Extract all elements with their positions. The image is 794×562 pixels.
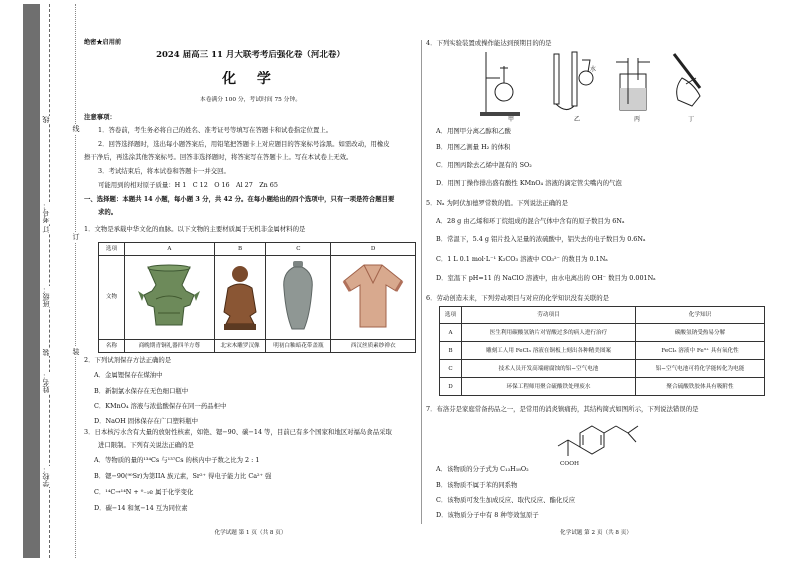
question-3-option: C．¹⁴C→¹⁴N + ⁰₋₁e 属于化学变化 (94, 488, 194, 496)
question-3-option: A．等物质的量的¹³⁴Cs 与¹³⁷Cs 的核内中子数之比为 2 : 1 (94, 456, 260, 464)
table-cell: 选项 (99, 243, 125, 256)
artifact-silk-robe-image (331, 256, 416, 340)
class-field: 班级： (42, 286, 62, 307)
table-row (440, 324, 765, 342)
section-heading-cont: 求的。 (98, 208, 118, 216)
artifact-white-vase-image (266, 256, 331, 340)
question-1-stem: 1．文物是承载中华文化的血脉。以下文物的主要材质属于无机非金属材料的是 (84, 225, 306, 233)
question-6-stem: 6．劳动创造未来，下列劳动项目与对应的化学知识没有关联的是 (426, 294, 610, 302)
apparatus-yi-icon (554, 52, 593, 110)
apparatus-label: 丁 (688, 116, 695, 123)
table-cell: 医生利用碳酸氢钠片对胃酸过多的病人进行治疗 (462, 324, 636, 342)
table-row (440, 360, 765, 378)
table-cell: 西汉丝质素纱禅衣 (331, 340, 416, 353)
question-5-option: A．28 g 由乙烯和环丁烷组成的混合气体中含有的原子数目为 6Nₐ (436, 217, 625, 225)
table-cell: A (440, 324, 462, 342)
binding-label-order: 订 (42, 226, 62, 233)
question-2-option: D．NaOH 固体保存在广口塑料瓶中 (94, 417, 199, 425)
question-7-option: A．该物质的分子式为 C₁₃H₁₈O₂ (436, 465, 529, 473)
table-cell: 聚合硫酸铁胶体具有吸附性 (636, 378, 765, 396)
atomic-masses: 可能用到的相对原子质量：H 1 C 12 O 16 Al 27 Zn 65 (98, 181, 278, 189)
table-cell: 铝−空气电池可将化学能转化为电能 (636, 360, 765, 378)
table-cell: 明初白釉暗花带盖瓶 (266, 340, 331, 353)
table-cell: 环保工程师用聚合硫酸铁处理废水 (462, 378, 636, 396)
question-4-option: C．用图丙除去乙烯中混有的 SO₂ (436, 161, 532, 169)
question-5-option: C．1 L 0.1 mol·L⁻¹ K₂CO₃ 溶液中 CO₃²⁻ 的数目为 0.1Nₐ (436, 255, 608, 263)
question-2-option: C．KMnO₄ 溶液与浓盐酸保存在同一药品柜中 (94, 402, 227, 410)
table-cell: 碳酸氢钠受热易分解 (636, 324, 765, 342)
binding-line (40, 4, 64, 558)
apparatus-ding-icon (674, 54, 700, 106)
subject-title: 化 学 (222, 71, 279, 87)
water-label: 水 (590, 66, 597, 73)
table-cell: 雕刻工人用 FeCl₃ 溶液在铜板上刻出各种精美图案 (462, 342, 636, 360)
binding-strip (23, 4, 40, 558)
question-4-option: B．用图乙測量 H₂ 的体积 (436, 143, 511, 151)
school-field: 学校： (42, 466, 62, 487)
note-item: 1．答卷前，考生务必将自己的姓名、准考证号等填写在答题卡和试卷指定位置上。 (98, 126, 333, 134)
exam-info: 本卷满分 100 分，考试时间 75 分钟。 (199, 97, 302, 103)
question-3-option: D．碳−14 和氮−14 互为同位素 (94, 504, 188, 512)
table-cell: 技术人员开发高端耐腐蚀的铝−空气电池 (462, 360, 636, 378)
binding-label-bind: 装 (42, 349, 62, 356)
table-cell: D (331, 243, 416, 256)
question-3-stem: 3．日本核污水含有大量的放射性核素，如铯、锶−90、碳−14 等，目前已有多个国家和地区对福岛食品采取 (84, 428, 392, 436)
table-cell: 北宋木雕罗汉像 (214, 340, 266, 353)
seal-line (67, 4, 85, 558)
apparatus-bing-icon (616, 58, 650, 110)
apparatus-label: 甲 (508, 116, 515, 123)
table-cell: D (440, 378, 462, 396)
table-cell: B (440, 342, 462, 360)
apparatus-label: 丙 (634, 116, 641, 123)
note-item: 3．考试结束后，将本试卷和答题卡一并交回。 (98, 167, 230, 175)
cooh-label: COOH (560, 461, 579, 467)
table-cell: 名称 (99, 340, 125, 353)
artifact-wood-arhat-image (214, 256, 266, 340)
note-item: 2．回答选择题时，选出每小题答案后，用铅笔把答题卡上对应题目的答案标号涂黑。如需改动，用橡皮 (98, 140, 390, 148)
table-header: 劳动项目 (462, 307, 636, 324)
seal-char: 装 (69, 347, 83, 357)
page-footer-left: 化学试题 第 1 页（共 8 页） (214, 530, 287, 536)
table-row (440, 378, 765, 396)
apparatus-label: 乙 (574, 116, 581, 123)
seal-char: 线 (69, 124, 83, 134)
table-cell: C (266, 243, 331, 256)
question-5-stem: 5．Nₐ 为阿伏加德罗常数的值。下列说法正确的是 (426, 199, 568, 207)
column-divider (421, 40, 422, 524)
question-3-option: B．锶−90(⁹⁰Sr)为第IIA 族元素，Sr²⁺ 得电子能力比 Ca²⁺ 强 (94, 472, 272, 480)
question-7-option: D．该物质分子中有 8 种等效氢原子 (436, 511, 539, 519)
note-item: 擦干净后，再选涂其他答案标号。回答非选择题时，将答案写在答题卡上。写在本试卷上无效。 (84, 153, 353, 161)
exam-title: 2024 届高三 11 月大联考考后强化卷（河北卷） (156, 50, 345, 60)
question-2-stem: 2．下列试剂保存方法正确的是 (84, 356, 172, 364)
question-3-stem-cont: 进口限制。下列有关说法正确的是 (98, 441, 194, 449)
page-1 (84, 0, 417, 562)
table-header: 选项 (440, 307, 462, 324)
question-2-option: A．金属锂保存在煤油中 (94, 371, 163, 379)
table-row (440, 342, 765, 360)
question-7-option: C．该物质可发生加成反应、取代反应、酯化反应 (436, 496, 576, 504)
question-6-table (439, 306, 765, 396)
question-5-option: D．室温下 pH=11 的 NaClO 溶液中，由水电离出的 OH⁻ 数目为 0.001Nₐ (436, 274, 656, 282)
page-footer-right: 化学试题 第 2 页（共 8 页） (560, 530, 632, 536)
apparatus-jia-icon (480, 52, 520, 116)
table-cell: FeCl₃ 溶液中 Fe³⁺ 具有氧化性 (636, 342, 765, 360)
question-4-option: D．用图丁操作排出盛有酸性 KMnO₄ 溶液的滴定管尖嘴内的气泡 (436, 179, 622, 187)
secret-mark: 绝密★启用前 (84, 39, 122, 46)
binding-label-line: 线 (42, 116, 62, 123)
table-cell: A (125, 243, 215, 256)
question-7-option: B．该物质不属于苯的同系物 (436, 481, 518, 489)
name-field: 姓名： (42, 372, 62, 393)
page-2 (426, 0, 766, 562)
question-4-stem: 4．下列实验装置或操作能达到预期目的的是 (426, 39, 552, 47)
section-heading: 一、选择题：本题共 14 小题，每小题 3 分，共 42 分。在每小题给出的四个选项中，只有一项是符合题目要 (84, 195, 395, 203)
table-header: 化学知识 (636, 307, 765, 324)
question-2-option: B．新制氯水保存在无色细口瓶中 (94, 387, 189, 395)
table-cell: 商晚期青铜礼器四羊方尊 (125, 340, 215, 353)
table-cell: C (440, 360, 462, 378)
question-4-option: A．用图甲分离乙醇和乙酸 (436, 127, 511, 135)
exam-no-field: 考号： (42, 202, 62, 223)
artifact-bronze-zun-image (125, 256, 215, 340)
question-7-stem: 7．布洛芬是家庭常备药品之一，是常用的消炎镇痛药，其结构简式如图所示，下列说法错误的是 (426, 405, 699, 413)
table-cell: B (214, 243, 266, 256)
question-5-option: B．常温下，5.4 g 铝片投入足量的浓硫酸中，铝失去的电子数目为 0.6Nₐ (436, 235, 646, 243)
apparatus-diagram (478, 48, 708, 118)
table-cell: 文物 (99, 256, 125, 340)
seal-char: 订 (69, 232, 83, 242)
notes-heading: 注意事项： (84, 113, 116, 121)
question-1-table (98, 242, 416, 353)
